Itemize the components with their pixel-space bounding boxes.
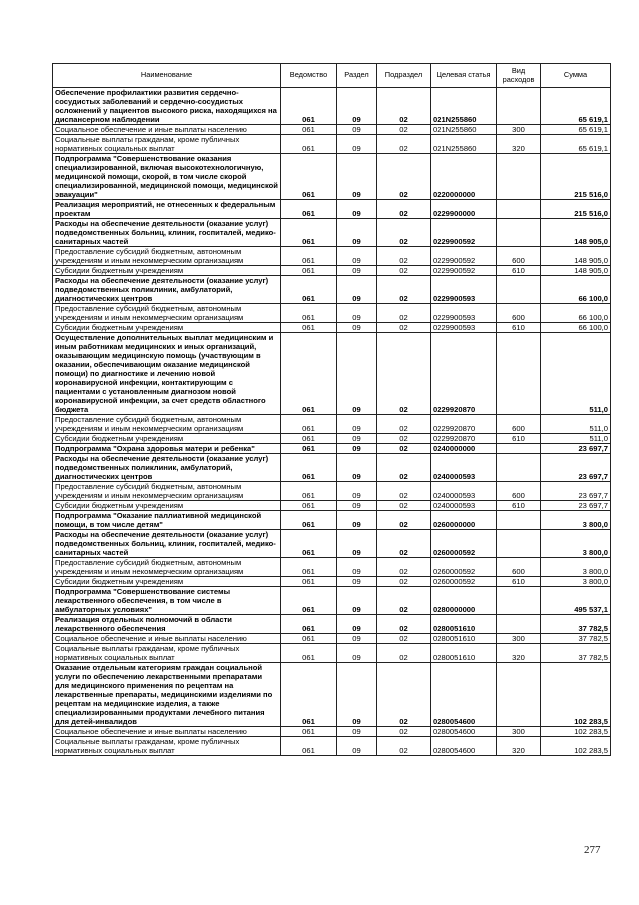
cell-target: 0280054600 <box>431 737 497 756</box>
cell-sum: 66 100,0 <box>541 304 611 323</box>
table-row <box>53 530 611 558</box>
cell-subsection: 02 <box>377 266 431 276</box>
table-row <box>53 200 611 219</box>
cell-sum: 66 100,0 <box>541 323 611 333</box>
cell-exp-type: 600 <box>497 247 541 266</box>
cell-exp-type <box>497 663 541 727</box>
cell-name: Оказание отдельным категориям граждан социальной услуги по обеспечению лекарственными препаратами для медицинского применения по рецептам на лекарственные препараты, медицинскими изделиями по рецептам на медицинские изделия, а также специализированными продуктами лечебного питания для детей-инвалидов <box>53 663 281 727</box>
cell-exp-type <box>497 276 541 304</box>
cell-dept: 061 <box>281 587 337 615</box>
cell-dept: 061 <box>281 530 337 558</box>
header-sum: Сумма <box>541 64 611 88</box>
cell-name: Подпрограмма "Охрана здоровья матери и ребенка" <box>53 444 281 454</box>
cell-subsection: 02 <box>377 415 431 434</box>
cell-sum: 102 283,5 <box>541 737 611 756</box>
cell-name: Реализация отдельных полномочий в области лекарственного обеспечения <box>53 615 281 634</box>
table-row <box>53 577 611 587</box>
cell-dept: 061 <box>281 266 337 276</box>
cell-subsection: 02 <box>377 501 431 511</box>
cell-target: 0240000593 <box>431 482 497 501</box>
cell-section: 09 <box>337 482 377 501</box>
cell-sum: 65 619,1 <box>541 135 611 154</box>
cell-name: Расходы на обеспечение деятельности (оказание услуг) подведомственных больниц, клиник, госпиталей, медико-санитарных частей <box>53 219 281 247</box>
cell-sum: 215 516,0 <box>541 154 611 200</box>
cell-subsection: 02 <box>377 323 431 333</box>
cell-exp-type: 610 <box>497 501 541 511</box>
cell-dept: 061 <box>281 88 337 125</box>
cell-sum: 23 697,7 <box>541 444 611 454</box>
cell-sum: 37 782,5 <box>541 634 611 644</box>
cell-name: Субсидии бюджетным учреждениям <box>53 266 281 276</box>
cell-sum: 102 283,5 <box>541 727 611 737</box>
cell-name: Расходы на обеспечение деятельности (оказание услуг) подведомственных поликлиник, амбулаторий, диагностических центров <box>53 454 281 482</box>
cell-target: 0260000592 <box>431 530 497 558</box>
cell-exp-type <box>497 615 541 634</box>
cell-name: Предоставление субсидий бюджетным, автономным учреждениям и иным некоммерческим организациям <box>53 415 281 434</box>
cell-section: 09 <box>337 154 377 200</box>
cell-sum: 23 697,7 <box>541 454 611 482</box>
table-row <box>53 333 611 415</box>
table-row <box>53 304 611 323</box>
cell-sum: 37 782,5 <box>541 644 611 663</box>
table-row <box>53 88 611 125</box>
cell-target: 0280000000 <box>431 587 497 615</box>
cell-exp-type: 320 <box>497 644 541 663</box>
cell-subsection: 02 <box>377 727 431 737</box>
table-row <box>53 615 611 634</box>
cell-exp-type <box>497 88 541 125</box>
cell-sum: 3 800,0 <box>541 577 611 587</box>
cell-section: 09 <box>337 415 377 434</box>
cell-name: Предоставление субсидий бюджетным, автономным учреждениям и иным некоммерческим организациям <box>53 482 281 501</box>
table-row <box>53 415 611 434</box>
table-row <box>53 501 611 511</box>
cell-sum: 148 905,0 <box>541 219 611 247</box>
cell-section: 09 <box>337 333 377 415</box>
cell-subsection: 02 <box>377 644 431 663</box>
cell-sum: 511,0 <box>541 333 611 415</box>
cell-name: Социальное обеспечение и иные выплаты населению <box>53 634 281 644</box>
page-number: 277 <box>584 844 601 856</box>
cell-sum: 215 516,0 <box>541 200 611 219</box>
cell-name: Субсидии бюджетным учреждениям <box>53 577 281 587</box>
table-row <box>53 454 611 482</box>
cell-subsection: 02 <box>377 247 431 266</box>
table-body <box>53 88 611 756</box>
cell-exp-type <box>497 454 541 482</box>
cell-dept: 061 <box>281 154 337 200</box>
cell-dept: 061 <box>281 444 337 454</box>
table-row <box>53 434 611 444</box>
cell-name: Социальное обеспечение и иные выплаты населению <box>53 125 281 135</box>
header-target: Целевая статья <box>431 64 497 88</box>
cell-exp-type <box>497 587 541 615</box>
cell-section: 09 <box>337 135 377 154</box>
cell-section: 09 <box>337 587 377 615</box>
cell-subsection: 02 <box>377 615 431 634</box>
cell-exp-type: 600 <box>497 304 541 323</box>
cell-sum: 37 782,5 <box>541 615 611 634</box>
cell-sum: 23 697,7 <box>541 482 611 501</box>
cell-sum: 495 537,1 <box>541 587 611 615</box>
cell-name: Субсидии бюджетным учреждениям <box>53 434 281 444</box>
cell-dept: 061 <box>281 200 337 219</box>
cell-subsection: 02 <box>377 125 431 135</box>
cell-target: 021N255860 <box>431 88 497 125</box>
cell-dept: 061 <box>281 135 337 154</box>
cell-target: 0229920870 <box>431 434 497 444</box>
cell-sum: 23 697,7 <box>541 501 611 511</box>
cell-section: 09 <box>337 125 377 135</box>
cell-target: 0240000000 <box>431 444 497 454</box>
cell-dept: 061 <box>281 219 337 247</box>
cell-exp-type: 300 <box>497 125 541 135</box>
header-section: Раздел <box>337 64 377 88</box>
cell-section: 09 <box>337 663 377 727</box>
table-row <box>53 511 611 530</box>
table-row <box>53 727 611 737</box>
cell-target: 0280051610 <box>431 615 497 634</box>
cell-sum: 3 800,0 <box>541 558 611 577</box>
cell-sum: 66 100,0 <box>541 276 611 304</box>
cell-name: Расходы на обеспечение деятельности (оказание услуг) подведомственных больниц, клиник, госпиталей, медико-санитарных частей <box>53 530 281 558</box>
cell-target: 0229900593 <box>431 304 497 323</box>
cell-sum: 148 905,0 <box>541 247 611 266</box>
cell-dept: 061 <box>281 634 337 644</box>
cell-subsection: 02 <box>377 577 431 587</box>
cell-sum: 3 800,0 <box>541 530 611 558</box>
cell-sum: 65 619,1 <box>541 88 611 125</box>
cell-subsection: 02 <box>377 304 431 323</box>
cell-dept: 061 <box>281 454 337 482</box>
cell-dept: 061 <box>281 304 337 323</box>
table-row <box>53 125 611 135</box>
cell-name: Социальное обеспечение и иные выплаты населению <box>53 727 281 737</box>
cell-target: 0229900592 <box>431 247 497 266</box>
cell-exp-type: 600 <box>497 415 541 434</box>
cell-target: 0229920870 <box>431 333 497 415</box>
table-row <box>53 558 611 577</box>
cell-dept: 061 <box>281 615 337 634</box>
cell-sum: 148 905,0 <box>541 266 611 276</box>
cell-dept: 061 <box>281 125 337 135</box>
cell-subsection: 02 <box>377 530 431 558</box>
table-row <box>53 663 611 727</box>
table-row <box>53 444 611 454</box>
cell-name: Предоставление субсидий бюджетным, автономным учреждениям и иным некоммерческим организациям <box>53 558 281 577</box>
cell-subsection: 02 <box>377 482 431 501</box>
cell-exp-type: 300 <box>497 634 541 644</box>
cell-name: Субсидии бюджетным учреждениям <box>53 501 281 511</box>
cell-name: Подпрограмма "Совершенствование системы лекарственного обеспечения, в том числе в амбулаторных условиях" <box>53 587 281 615</box>
table-row <box>53 135 611 154</box>
cell-dept: 061 <box>281 333 337 415</box>
cell-exp-type <box>497 200 541 219</box>
cell-subsection: 02 <box>377 558 431 577</box>
cell-subsection: 02 <box>377 587 431 615</box>
table-row <box>53 644 611 663</box>
cell-exp-type <box>497 219 541 247</box>
cell-dept: 061 <box>281 511 337 530</box>
table-row <box>53 634 611 644</box>
cell-target: 0220000000 <box>431 154 497 200</box>
header-name: Наименование <box>53 64 281 88</box>
cell-dept: 061 <box>281 434 337 444</box>
cell-dept: 061 <box>281 727 337 737</box>
cell-exp-type: 610 <box>497 323 541 333</box>
cell-subsection: 02 <box>377 154 431 200</box>
cell-dept: 061 <box>281 558 337 577</box>
cell-subsection: 02 <box>377 200 431 219</box>
cell-exp-type: 610 <box>497 266 541 276</box>
cell-section: 09 <box>337 276 377 304</box>
cell-section: 09 <box>337 634 377 644</box>
cell-subsection: 02 <box>377 444 431 454</box>
cell-target: 0260000592 <box>431 577 497 587</box>
cell-section: 09 <box>337 727 377 737</box>
cell-section: 09 <box>337 615 377 634</box>
budget-table <box>52 63 611 756</box>
cell-section: 09 <box>337 444 377 454</box>
cell-sum: 3 800,0 <box>541 511 611 530</box>
cell-dept: 061 <box>281 663 337 727</box>
cell-dept: 061 <box>281 644 337 663</box>
table-header-row <box>53 64 611 88</box>
cell-target: 0229900592 <box>431 219 497 247</box>
cell-exp-type: 300 <box>497 727 541 737</box>
cell-exp-type <box>497 333 541 415</box>
cell-section: 09 <box>337 577 377 587</box>
cell-target: 021N255860 <box>431 135 497 154</box>
cell-exp-type <box>497 530 541 558</box>
cell-dept: 061 <box>281 247 337 266</box>
cell-section: 09 <box>337 304 377 323</box>
cell-exp-type: 610 <box>497 577 541 587</box>
cell-target: 0280054600 <box>431 663 497 727</box>
cell-section: 09 <box>337 454 377 482</box>
cell-exp-type: 610 <box>497 434 541 444</box>
cell-name: Подпрограмма "Совершенствование оказания специализированной, включая высокотехнологичную, медицинской помощи, скорой, в том числе скорой специализированной, медицинской помощи, медицинской эвакуации" <box>53 154 281 200</box>
cell-dept: 061 <box>281 482 337 501</box>
cell-dept: 061 <box>281 276 337 304</box>
cell-sum: 102 283,5 <box>541 663 611 727</box>
cell-name: Предоставление субсидий бюджетным, автономным учреждениям и иным некоммерческим организациям <box>53 304 281 323</box>
cell-dept: 061 <box>281 501 337 511</box>
table-row <box>53 482 611 501</box>
cell-subsection: 02 <box>377 434 431 444</box>
cell-sum: 65 619,1 <box>541 125 611 135</box>
cell-exp-type: 320 <box>497 135 541 154</box>
cell-subsection: 02 <box>377 276 431 304</box>
cell-name: Подпрограмма "Оказание паллиативной медицинской помощи, в том числе детям" <box>53 511 281 530</box>
cell-target: 0240000593 <box>431 454 497 482</box>
cell-exp-type: 600 <box>497 558 541 577</box>
header-subsection: Подраздел <box>377 64 431 88</box>
cell-dept: 061 <box>281 737 337 756</box>
cell-section: 09 <box>337 219 377 247</box>
cell-dept: 061 <box>281 323 337 333</box>
cell-section: 09 <box>337 247 377 266</box>
cell-subsection: 02 <box>377 454 431 482</box>
table-row <box>53 266 611 276</box>
cell-exp-type: 320 <box>497 737 541 756</box>
cell-dept: 061 <box>281 577 337 587</box>
cell-section: 09 <box>337 530 377 558</box>
cell-section: 09 <box>337 88 377 125</box>
cell-name: Социальные выплаты гражданам, кроме публичных нормативных социальных выплат <box>53 135 281 154</box>
cell-name: Субсидии бюджетным учреждениям <box>53 323 281 333</box>
cell-subsection: 02 <box>377 663 431 727</box>
cell-sum: 511,0 <box>541 434 611 444</box>
table-row <box>53 154 611 200</box>
cell-section: 09 <box>337 266 377 276</box>
cell-name: Осуществление дополнительных выплат медицинским и иным работникам медицинских и иных организаций, оказывающим медицинскую помощь (участвующим в оказании, обеспечивающим оказание медицинской помощи) по диагностике и лечению новой коронавирусной инфекции, контактирующим с пациентами с установленным диагнозом новой коронавирусной инфекции, за счет средств областного бюджета <box>53 333 281 415</box>
cell-subsection: 02 <box>377 511 431 530</box>
budget-document <box>52 63 610 756</box>
cell-sum: 511,0 <box>541 415 611 434</box>
cell-target: 0229900593 <box>431 323 497 333</box>
cell-exp-type <box>497 444 541 454</box>
header-dept: Ведомство <box>281 64 337 88</box>
cell-target: 0280051610 <box>431 634 497 644</box>
cell-subsection: 02 <box>377 333 431 415</box>
cell-name: Социальные выплаты гражданам, кроме публичных нормативных социальных выплат <box>53 644 281 663</box>
cell-name: Обеспечение профилактики развития сердечно-сосудистых заболеваний и сердечно-сосудистых осложнений у пациентов высокого риска, находящихся на диспансерном наблюдении <box>53 88 281 125</box>
table-row <box>53 737 611 756</box>
cell-target: 0260000000 <box>431 511 497 530</box>
cell-section: 09 <box>337 323 377 333</box>
cell-subsection: 02 <box>377 737 431 756</box>
cell-dept: 061 <box>281 415 337 434</box>
cell-section: 09 <box>337 501 377 511</box>
cell-exp-type <box>497 511 541 530</box>
cell-exp-type: 600 <box>497 482 541 501</box>
cell-target: 0240000593 <box>431 501 497 511</box>
header-exp-type: Вид расходов <box>497 64 541 88</box>
cell-section: 09 <box>337 644 377 663</box>
cell-section: 09 <box>337 511 377 530</box>
cell-section: 09 <box>337 558 377 577</box>
cell-target: 021N255860 <box>431 125 497 135</box>
cell-section: 09 <box>337 737 377 756</box>
cell-section: 09 <box>337 200 377 219</box>
cell-subsection: 02 <box>377 135 431 154</box>
cell-name: Социальные выплаты гражданам, кроме публичных нормативных социальных выплат <box>53 737 281 756</box>
cell-target: 0229900000 <box>431 200 497 219</box>
cell-target: 0260000592 <box>431 558 497 577</box>
table-row <box>53 587 611 615</box>
cell-name: Расходы на обеспечение деятельности (оказание услуг) подведомственных поликлиник, амбулаторий, диагностических центров <box>53 276 281 304</box>
table-row <box>53 323 611 333</box>
cell-target: 0229920870 <box>431 415 497 434</box>
cell-name: Предоставление субсидий бюджетным, автономным учреждениям и иным некоммерческим организациям <box>53 247 281 266</box>
cell-target: 0280054600 <box>431 727 497 737</box>
cell-exp-type <box>497 154 541 200</box>
table-row <box>53 247 611 266</box>
cell-subsection: 02 <box>377 634 431 644</box>
cell-target: 0229900593 <box>431 276 497 304</box>
cell-subsection: 02 <box>377 88 431 125</box>
cell-target: 0280051610 <box>431 644 497 663</box>
cell-target: 0229900592 <box>431 266 497 276</box>
cell-section: 09 <box>337 434 377 444</box>
cell-subsection: 02 <box>377 219 431 247</box>
cell-name: Реализация мероприятий, не отнесенных к федеральным проектам <box>53 200 281 219</box>
table-row <box>53 219 611 247</box>
table-row <box>53 276 611 304</box>
